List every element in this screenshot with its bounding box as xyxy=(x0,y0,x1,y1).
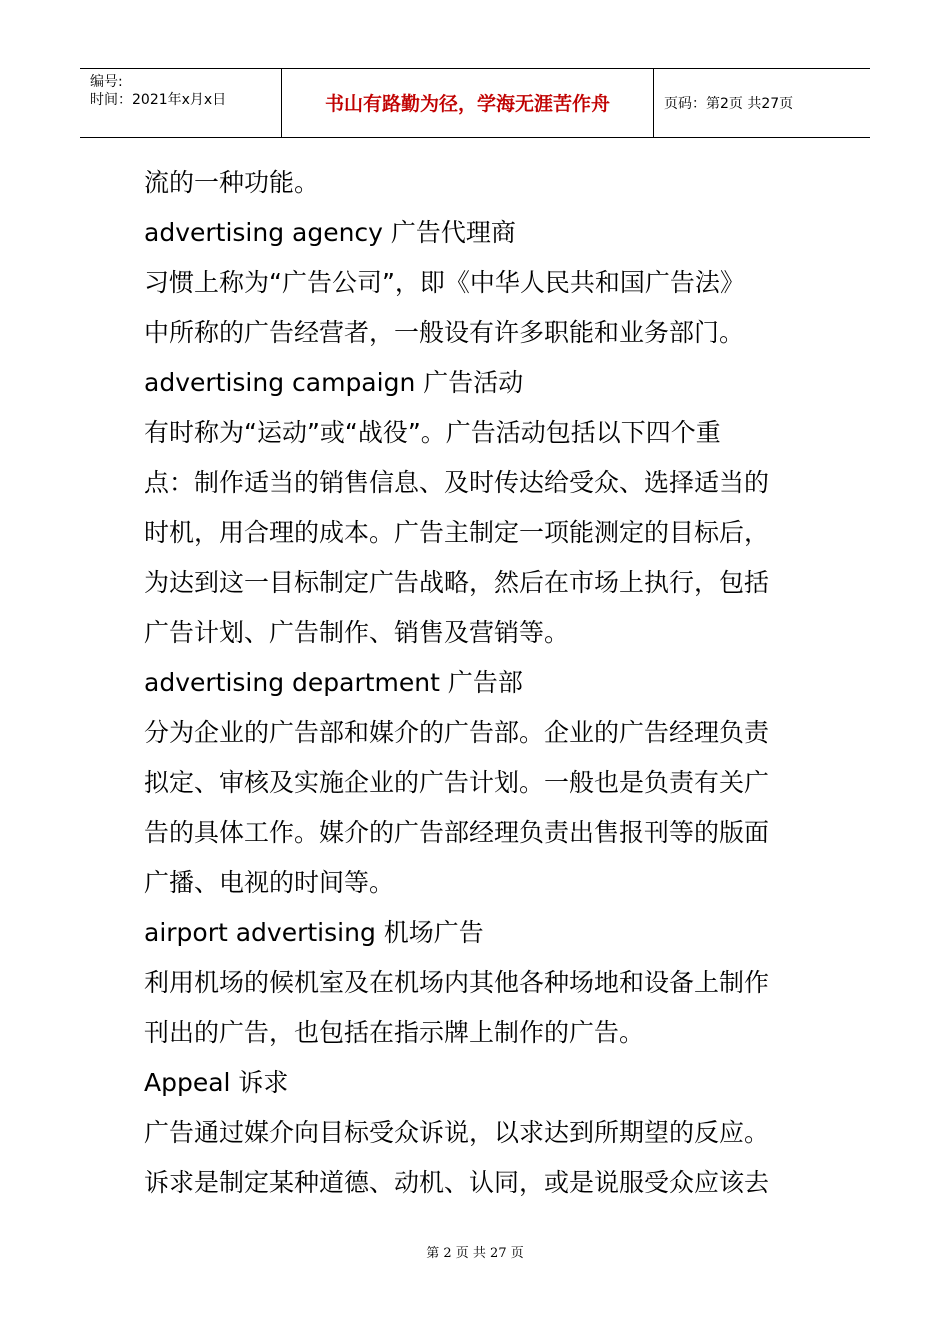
document-body xyxy=(144,158,824,1208)
term-heading: advertising campaign 广告活动 xyxy=(144,368,524,397)
term-heading: Appeal 诉求 xyxy=(144,1068,289,1097)
body-line: 点：制作适当的销售信息、及时传达给受众、选择适当的 xyxy=(144,468,770,497)
body-line: 拟定、审核及实施企业的广告计划。一般也是负责有关广 xyxy=(144,768,770,797)
term-heading: advertising agency 广告代理商 xyxy=(144,218,516,247)
body-line: 时机，用合理的成本。广告主制定一项能测定的目标后， xyxy=(144,518,770,547)
body-line: 分为企业的广告部和媒介的广告部。企业的广告经理负责 xyxy=(144,718,770,747)
term-heading: airport advertising 机场广告 xyxy=(144,918,484,947)
body-line: 为达到这一目标制定广告战略，然后在市场上执行，包括 xyxy=(144,568,770,597)
header-page-cell xyxy=(654,69,870,137)
body-line: 刊出的广告，也包括在指示牌上制作的广告。 xyxy=(144,1018,645,1047)
body-line: 广播、电视的时间等。 xyxy=(144,868,395,897)
term-heading: advertising department 广告部 xyxy=(144,668,523,697)
body-line: 广告通过媒介向目标受众诉说，以求达到所期望的反应。 xyxy=(144,1118,770,1147)
document-date: 时间：2021年x月x日 xyxy=(90,92,227,108)
body-line: 诉求是制定某种道德、动机、认同，或是说服受众应该去 xyxy=(144,1168,770,1197)
page-header xyxy=(80,68,870,138)
body-line: 有时称为“运动”或“战役”。广告活动包括以下四个重 xyxy=(144,418,721,447)
header-page-info: 页码：第2页 共27页 xyxy=(664,96,794,112)
body-line: 流的一种功能。 xyxy=(144,168,320,197)
header-motto: 书山有路勤为径，学海无涯苦作舟 xyxy=(324,93,610,115)
header-motto-cell xyxy=(282,69,654,137)
body-line: 习惯上称为“广告公司”，即《中华人民共和国广告法》 xyxy=(144,268,745,297)
body-line: 广告计划、广告制作、销售及营销等。 xyxy=(144,618,570,647)
document-number-label: 编号: xyxy=(90,74,123,90)
body-line: 告的具体工作。媒介的广告部经理负责出售报刊等的版面 xyxy=(144,818,770,847)
page-footer: 第 2 页 共 27 页 xyxy=(426,1246,524,1261)
body-line: 中所称的广告经营者，一般设有许多职能和业务部门。 xyxy=(144,318,745,347)
header-meta-cell xyxy=(80,69,282,137)
body-line: 利用机场的候机室及在机场内其他各种场地和设备上制作 xyxy=(144,968,770,997)
